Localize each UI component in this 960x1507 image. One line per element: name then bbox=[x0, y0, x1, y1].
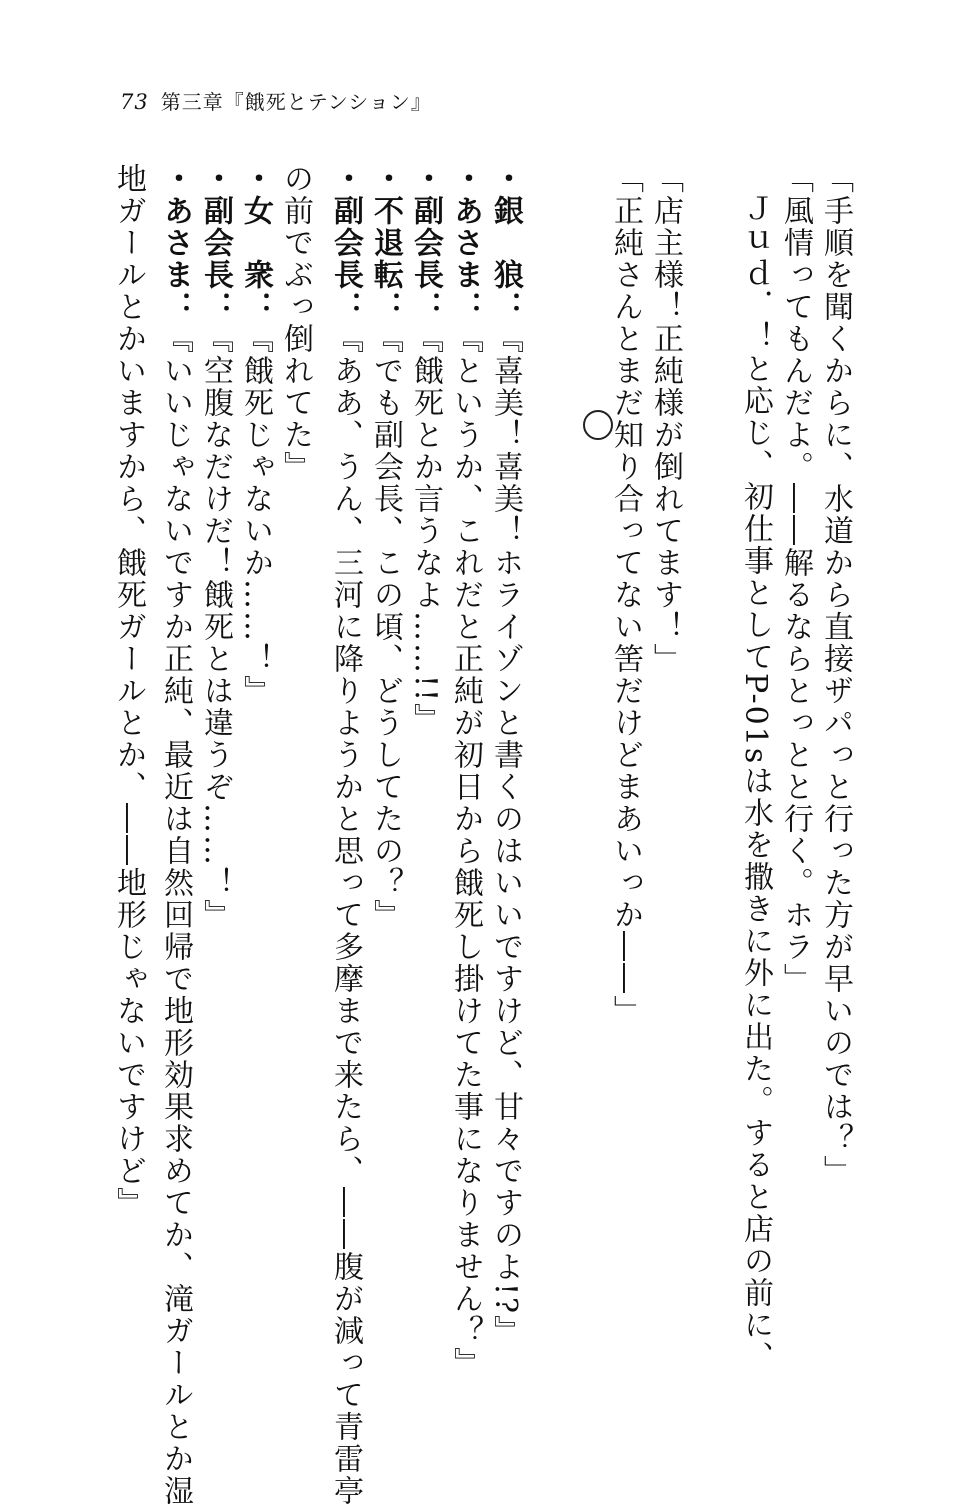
line-text: 「正純さんとまだ知り合ってない筈だけどまあいっか――」 bbox=[608, 163, 643, 1027]
speaker-name: ・あさま： bbox=[448, 163, 483, 323]
line-text: 「手順を聞くからに、水道から直接ザパっと行った方が早いのでは？」 bbox=[818, 163, 853, 1187]
running-header bbox=[120, 86, 432, 115]
text-line bbox=[645, 163, 685, 675]
dialogue-line bbox=[365, 163, 405, 931]
dialogue-line bbox=[445, 163, 485, 1379]
dialogue-line bbox=[195, 163, 235, 931]
dialogue-line bbox=[155, 163, 195, 1507]
speaker-name: ・副会長： bbox=[328, 163, 363, 323]
text-line bbox=[775, 163, 815, 995]
line-text: 『喜美！喜美！ホライゾンと書くのはいいですけど、甘々ですのよ!?』 bbox=[488, 323, 523, 1348]
speaker-name: ・副会長： bbox=[408, 163, 443, 323]
line-text: 『ああ、うん、三河に降りようかと思って多摩まで来たら、――腹が減って青雷亭 bbox=[328, 323, 363, 1507]
dialogue-line bbox=[325, 163, 365, 1507]
line-text: 『というか、これだと正純が初日から餓死し掛けてた事になりません？』 bbox=[448, 323, 483, 1379]
text-line bbox=[735, 193, 775, 1373]
line-text: 「店主様！正純様が倒れてます！」 bbox=[648, 163, 683, 675]
line-text: 『餓死じゃないか……！』 bbox=[238, 323, 273, 707]
dialogue-line bbox=[485, 163, 525, 1347]
line-text: の前でぶっ倒れてた』 bbox=[278, 163, 313, 483]
line-text: 『空腹なだけだ！餓死とは違うぞ……！』 bbox=[198, 323, 233, 931]
speaker-name: ・不退転： bbox=[368, 163, 403, 323]
dialogue-line bbox=[235, 163, 275, 707]
line-text: 『でも副会長、この頃、どうしてたの？』 bbox=[368, 323, 403, 931]
speaker-name: ・女 衆： bbox=[238, 163, 273, 323]
line-text: 「風情ってもんだよ。――解るならとっとと行く。ホラ」 bbox=[778, 163, 813, 995]
line-text: Ｊｕｄ．！と応じ、初仕事としてP-01sは水を撒きに外に出た。すると店の前に、 bbox=[738, 193, 773, 1374]
page-number: 73 bbox=[120, 90, 149, 114]
line-text: 地ガールとかいますから、餓死ガールとか、――地形じゃないですけど』 bbox=[111, 163, 146, 1219]
dialogue-line bbox=[405, 163, 445, 735]
line-text: 『いいじゃないですか正純、最近は自然回帰で地形効果求めてか、滝ガールとか湿 bbox=[158, 323, 193, 1507]
text-line bbox=[605, 163, 645, 1027]
chapter-title: 第三章『餓死とテンション』 bbox=[160, 90, 432, 114]
text-line bbox=[108, 163, 148, 1219]
line-text: 『餓死とか言うなよ……!!』 bbox=[408, 323, 443, 736]
speaker-name: ・副会長： bbox=[198, 163, 233, 323]
text-line bbox=[275, 163, 315, 483]
speaker-name: ・銀 狼： bbox=[488, 163, 523, 323]
speaker-name: ・あさま： bbox=[158, 163, 193, 323]
text-line bbox=[815, 163, 855, 1187]
